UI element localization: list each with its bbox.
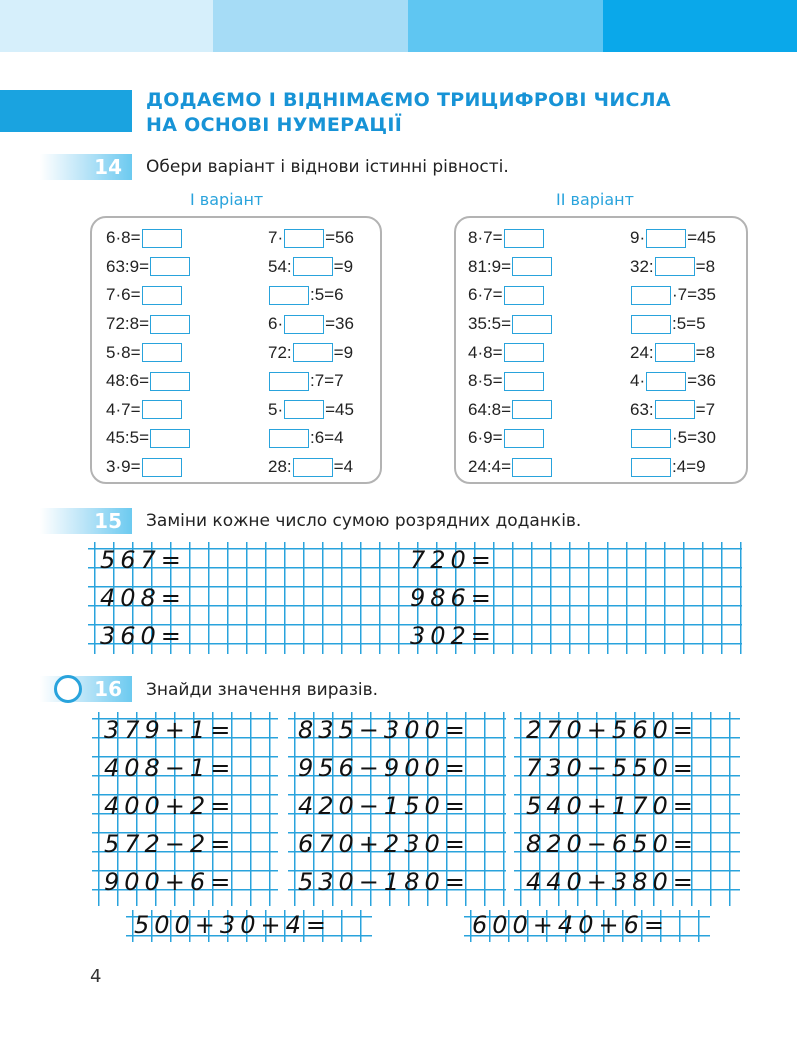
equation-text: =8	[695, 256, 716, 276]
equation-text: 6·	[268, 314, 284, 334]
equation-text: =7	[695, 399, 716, 419]
task-16-col2-expression: 530−180=	[298, 868, 470, 896]
bar-segment-3	[408, 0, 603, 52]
equation-text: 3·9=	[106, 457, 141, 477]
answer-box[interactable]	[284, 400, 324, 419]
v2-left-row	[468, 310, 553, 339]
v2-right-row	[630, 310, 716, 339]
task-15-left-expression: 360=	[100, 622, 186, 650]
variant-2-right-column	[630, 224, 716, 481]
answer-box[interactable]	[646, 372, 686, 391]
answer-box[interactable]	[646, 229, 686, 248]
task-15-left-expressions	[100, 546, 186, 660]
task-16-col2-expression: 670+230=	[298, 830, 470, 858]
equation-text: 5·	[268, 399, 284, 419]
answer-box[interactable]	[150, 372, 190, 391]
bar-segment-2	[213, 0, 408, 52]
answer-box[interactable]	[284, 229, 324, 248]
v1-right-row	[268, 453, 354, 482]
v1-right-row	[268, 224, 354, 253]
page-title	[146, 88, 671, 138]
answer-box[interactable]	[655, 343, 695, 362]
task-16-column-3	[526, 716, 698, 906]
task-16-extra-expression-2: 600+40+6=	[472, 911, 669, 939]
v1-left-row	[106, 424, 191, 453]
equation-text: =36	[325, 314, 354, 334]
v2-left-row	[468, 424, 553, 453]
answer-box[interactable]	[284, 315, 324, 334]
equation-text: 6·7=	[468, 285, 503, 305]
task-16-col3-expression: 820−650=	[526, 830, 698, 858]
task-15-right-expression: 720=	[410, 546, 496, 574]
v2-left-row	[468, 224, 553, 253]
v1-left-row	[106, 253, 191, 282]
v1-left-row	[106, 453, 191, 482]
task-14-number-tab	[40, 154, 132, 180]
v2-left-row	[468, 338, 553, 367]
task-16-extra-expression-1: 500+30+4=	[134, 911, 331, 939]
equation-text: 4·7=	[106, 399, 141, 419]
equation-text: =9	[333, 342, 354, 362]
task-16-col3-expression: 270+560=	[526, 716, 698, 744]
equation-text: =8	[695, 342, 716, 362]
task-15-right-expression: 986=	[410, 584, 496, 612]
variant-1-left-column	[106, 224, 191, 481]
equation-text: =4	[333, 457, 354, 477]
v1-right-row	[268, 396, 354, 425]
equation-text: 81:9=	[468, 256, 512, 276]
variant-1-right-column	[268, 224, 354, 481]
title-band	[0, 90, 132, 132]
equation-text: :5=6	[310, 285, 344, 305]
answer-box[interactable]	[512, 257, 552, 276]
equation-text: =45	[687, 228, 716, 248]
answer-box[interactable]	[150, 429, 190, 448]
v1-left-row	[106, 367, 191, 396]
variant-2-panel	[454, 216, 748, 484]
page-number: 4	[90, 966, 102, 987]
task-16-col1-expression: 400+2=	[104, 792, 236, 820]
v1-left-row	[106, 310, 191, 339]
equation-text: ·5=30	[672, 428, 716, 448]
v2-left-row	[468, 253, 553, 282]
equation-text: 72:8=	[106, 314, 150, 334]
v2-left-row	[468, 453, 553, 482]
equation-text: :5=5	[672, 314, 706, 334]
task-16-column-1	[104, 716, 235, 906]
equation-text: 64:8=	[468, 399, 512, 419]
task-16-col3-expression: 440+380=	[526, 868, 698, 896]
equation-text: 63:	[630, 399, 654, 419]
equation-text: 7·	[268, 228, 284, 248]
variant-1-panel	[90, 216, 382, 484]
task-16-number: 16	[94, 677, 122, 701]
answer-box[interactable]	[269, 429, 309, 448]
answer-box[interactable]	[631, 429, 671, 448]
answer-box[interactable]	[150, 257, 190, 276]
task-16-col2-expression: 420−150=	[298, 792, 470, 820]
task-16-col1-expression: 900+6=	[104, 868, 236, 896]
task-14-text: Обери варіант і віднови істинні рівності.	[146, 157, 509, 177]
answer-box[interactable]	[142, 400, 182, 419]
task-15-left-expression: 567=	[100, 546, 186, 574]
variant-1-label: І варіант	[190, 190, 264, 209]
answer-box[interactable]	[504, 429, 544, 448]
v1-right-row	[268, 367, 354, 396]
v2-right-row	[630, 396, 716, 425]
task-16-col2-expression: 835−300=	[298, 716, 470, 744]
variant-2-label: ІІ варіант	[556, 190, 634, 209]
v2-right-row	[630, 253, 716, 282]
answer-box[interactable]	[655, 257, 695, 276]
equation-text: 35:5=	[468, 314, 512, 334]
task-16-col2-expression: 956−900=	[298, 754, 470, 782]
equation-text: 4·8=	[468, 342, 503, 362]
task-15-left-expression: 408=	[100, 584, 186, 612]
equation-text: 7·6=	[106, 285, 141, 305]
equation-text: =9	[333, 256, 354, 276]
answer-box[interactable]	[512, 400, 552, 419]
equation-text: 24:	[630, 342, 654, 362]
v1-left-row	[106, 338, 191, 367]
v1-right-row	[268, 253, 354, 282]
equation-text: 48:6=	[106, 371, 150, 391]
v1-right-row	[268, 338, 354, 367]
equation-text: 5·8=	[106, 342, 141, 362]
answer-box[interactable]	[269, 372, 309, 391]
header-color-bar	[0, 0, 797, 52]
answer-box[interactable]	[512, 315, 552, 334]
v1-right-row	[268, 424, 354, 453]
answer-box[interactable]	[631, 315, 671, 334]
v1-left-row	[106, 281, 191, 310]
answer-box[interactable]	[293, 343, 333, 362]
equation-text: =36	[687, 371, 716, 391]
answer-box[interactable]	[655, 400, 695, 419]
variant-2-left-column	[468, 224, 553, 481]
equation-text: 8·5=	[468, 371, 503, 391]
answer-box[interactable]	[512, 458, 552, 477]
answer-box[interactable]	[631, 286, 671, 305]
equation-text: 45:5=	[106, 428, 150, 448]
equation-text: 63:9=	[106, 256, 150, 276]
task-15-right-expressions	[410, 546, 496, 660]
answer-box[interactable]	[293, 458, 333, 477]
task-15-number: 15	[94, 509, 122, 533]
equation-text: 72:	[268, 342, 292, 362]
task-16-column-2	[298, 716, 470, 906]
equation-text: 8·7=	[468, 228, 503, 248]
equation-text: 32:	[630, 256, 654, 276]
bar-segment-1	[0, 0, 213, 52]
answer-box[interactable]	[504, 372, 544, 391]
answer-box[interactable]	[142, 286, 182, 305]
equation-text: :4=9	[672, 457, 706, 477]
v2-right-row	[630, 224, 716, 253]
equation-text: :7=7	[310, 371, 344, 391]
equation-text: 24:4=	[468, 457, 512, 477]
task-16-col3-expression: 540+170=	[526, 792, 698, 820]
answer-box[interactable]	[142, 343, 182, 362]
bar-segment-4	[603, 0, 797, 52]
task-16-col1-expression: 408−1=	[104, 754, 236, 782]
answer-box[interactable]	[631, 458, 671, 477]
answer-box[interactable]	[150, 315, 190, 334]
v2-left-row	[468, 281, 553, 310]
v2-left-row	[468, 396, 553, 425]
task-16-col1-expression: 572−2=	[104, 830, 236, 858]
answer-box[interactable]	[142, 458, 182, 477]
task-16-circle-icon	[54, 675, 82, 703]
equation-text: 9·	[630, 228, 646, 248]
v2-right-row	[630, 453, 716, 482]
equation-text: ·7=35	[672, 285, 716, 305]
answer-box[interactable]	[293, 257, 333, 276]
title-line-2: НА ОСНОВІ НУМЕРАЦІЇ	[146, 114, 403, 136]
title-line-1: ДОДАЄМО І ВІДНІМАЄМО ТРИЦИФРОВІ ЧИСЛА	[146, 89, 671, 111]
v1-left-row	[106, 224, 191, 253]
task-16-col1-expression: 379+1=	[104, 716, 236, 744]
equation-text: 54:	[268, 256, 292, 276]
v2-right-row	[630, 281, 716, 310]
task-15-right-expression: 302=	[410, 622, 496, 650]
equation-text: 6·9=	[468, 428, 503, 448]
answer-box[interactable]	[142, 229, 182, 248]
equation-text: 4·	[630, 371, 646, 391]
v1-left-row	[106, 396, 191, 425]
v1-right-row	[268, 281, 354, 310]
answer-box[interactable]	[504, 343, 544, 362]
equation-text: 28:	[268, 457, 292, 477]
task-15-text: Заміни кожне число сумою розрядних доданків.	[146, 511, 582, 531]
task-15-number-tab	[40, 508, 132, 534]
task-14-number: 14	[94, 155, 122, 179]
task-16-col3-expression: 730−550=	[526, 754, 698, 782]
equation-text: 6·8=	[106, 228, 141, 248]
v1-right-row	[268, 310, 354, 339]
equation-text: :6=4	[310, 428, 344, 448]
equation-text: =45	[325, 399, 354, 419]
v2-left-row	[468, 367, 553, 396]
task-16-text: Знайди значення виразів.	[146, 680, 379, 700]
answer-box[interactable]	[504, 286, 544, 305]
answer-box[interactable]	[504, 229, 544, 248]
v2-right-row	[630, 367, 716, 396]
v2-right-row	[630, 424, 716, 453]
equation-text: =56	[325, 228, 354, 248]
answer-box[interactable]	[269, 286, 309, 305]
v2-right-row	[630, 338, 716, 367]
